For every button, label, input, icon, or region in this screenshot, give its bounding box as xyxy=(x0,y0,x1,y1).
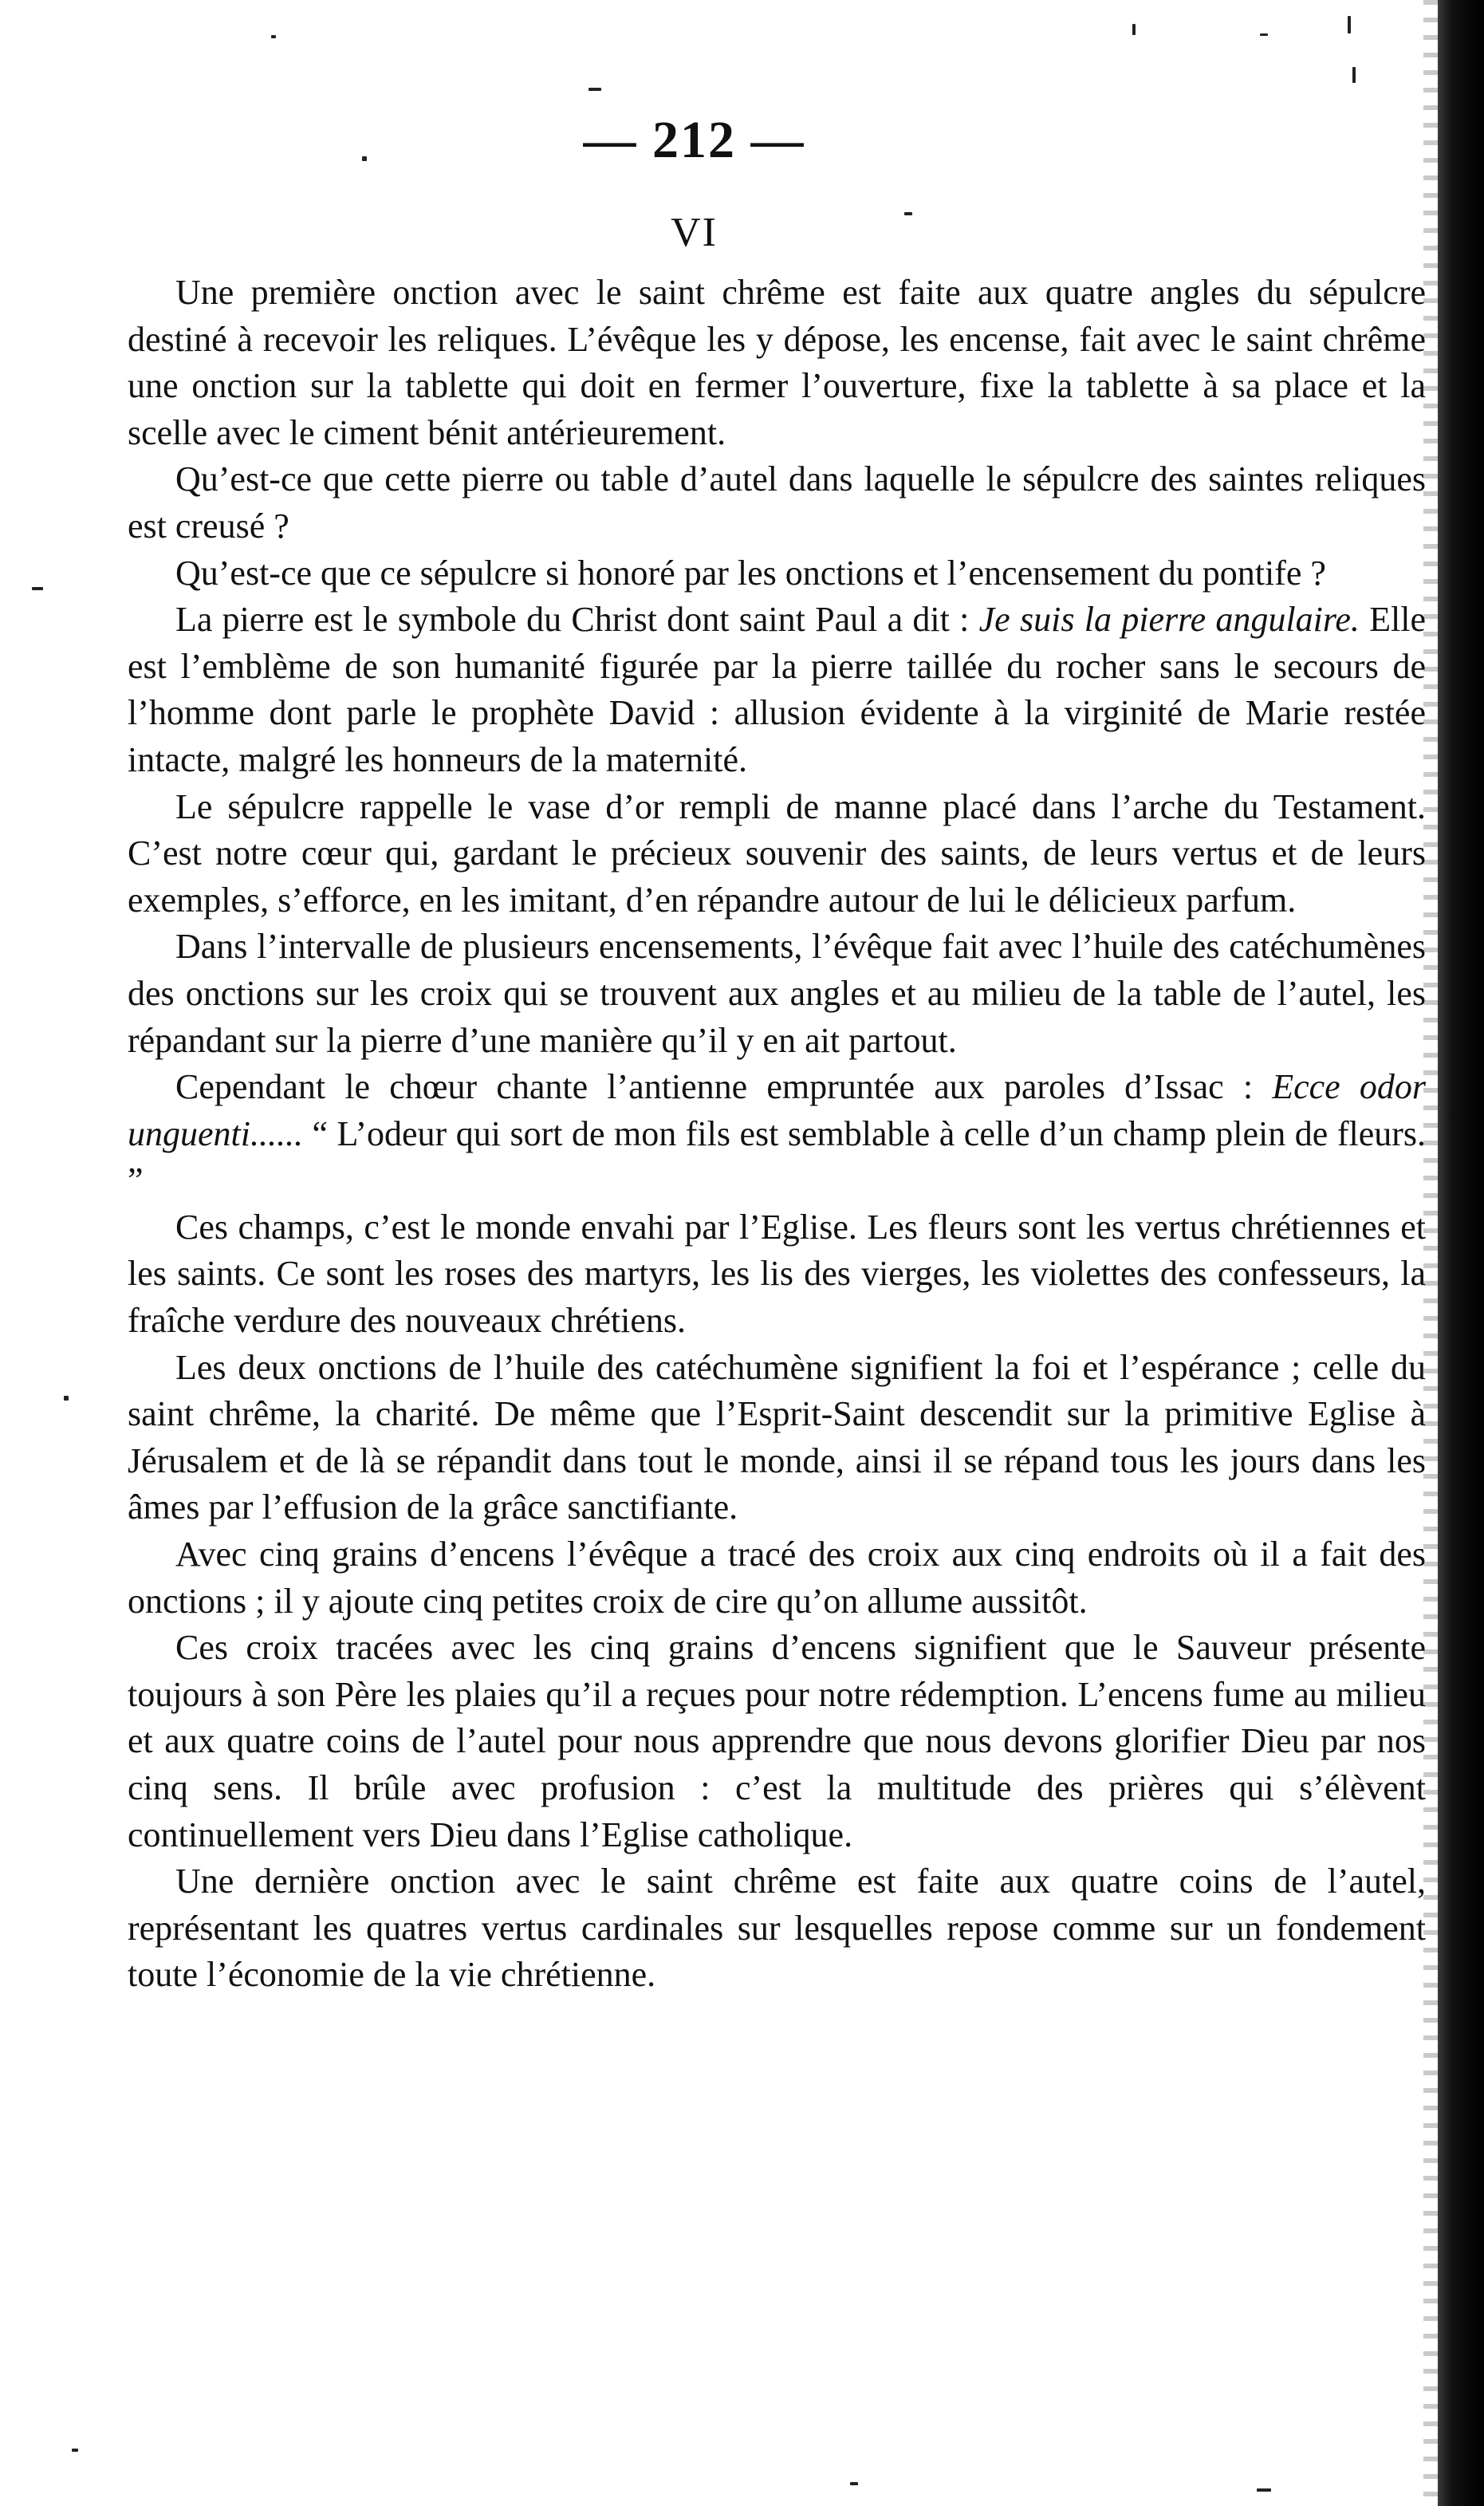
paragraph: Les deux onctions de l’huile des catéchumène signifient la foi et l’espérance ; celle du saint chrême, la charité. De même que l’Esprit-Saint descendit sur la primitive Eglise à Jérusalem et de là se répandit dans tout le monde, ainsi il se répand tous les jours dans les âmes par l’effusion de la grâce sanctifiante. xyxy=(128,1347,1426,1527)
page-binding-edge xyxy=(1438,0,1484,2506)
paragraph: Qu’est-ce que ce sépulcre si honoré par les onctions et l’encensement du pontife ? xyxy=(175,553,1326,593)
paragraph-text: “ L’odeur qui sort de mon fils est semblable à celle d’un champ plein de fleurs. ” xyxy=(128,1113,1426,1200)
paragraph: Ces champs, c’est le monde envahi par l’Eglise. Les fleurs sont les vertus chrétiennes et les saints. Ce sont les roses des martyrs, les lis des vierges, les violettes des confesseurs, la fraîche verdure des nouveaux chrétiens. xyxy=(128,1207,1426,1341)
section-heading: VI xyxy=(671,210,718,255)
scan-speck xyxy=(1132,24,1136,35)
paragraph xyxy=(128,597,1426,783)
italic-quote: Ecce odor unguenti...... xyxy=(128,1067,1426,1153)
scan-speck xyxy=(588,88,601,91)
scan-speck xyxy=(1352,67,1356,83)
scan-speck xyxy=(850,2482,858,2485)
scan-speck xyxy=(64,1396,69,1401)
scan-speck xyxy=(1260,33,1268,36)
paragraph-text: Cependant le chœur chante l’antienne empruntée aux paroles d’Issac : xyxy=(175,1067,1273,1107)
page-number: — 212 — xyxy=(583,111,805,169)
paragraph xyxy=(128,1064,1426,1204)
italic-quote: Je suis la pierre angulaire. xyxy=(978,600,1360,640)
paragraph: Une dernière onction avec le saint chrême est faite aux quatre coins de l’autel, représentant les quatres vertus cardinales sur lesquelles repose comme sur un fondement toute l’économie de la vie chrétienne. xyxy=(128,1862,1426,1995)
scan-speck xyxy=(1348,16,1351,33)
body-text xyxy=(128,270,1426,1999)
paragraph: Une première onction avec le saint chrême est faite aux quatre angles du sépulcre destiné à recevoir les reliques. L’évêque les y dépose, les encense, fait avec le saint chrême une onction sur la tablette qui doit en fermer l’ouverture, fixe la tablette à sa place et la scelle avec le ciment bénit antérieurement. xyxy=(128,273,1426,452)
scan-speck xyxy=(271,35,276,38)
scan-speck xyxy=(72,2449,78,2452)
paragraph: Avec cinq grains d’encens l’évêque a tracé des croix aux cinq endroits où il a fait des onctions ; il y ajoute cinq petites croix de cire qu’on allume aussitôt. xyxy=(128,1535,1426,1621)
paragraph: Le sépulcre rappelle le vase d’or rempli de manne placé dans l’arche du Testament. C’est notre cœur qui, gardant le précieux souvenir des saints, de leurs vertus et de leurs exemples, s’efforce, en les imitant, d’en répandre autour de lui le délicieux parfum. xyxy=(128,786,1426,920)
paragraph: Qu’est-ce que cette pierre ou table d’autel dans laquelle le sépulcre des saintes reliques est creusé ? xyxy=(128,459,1426,546)
scan-speck xyxy=(1257,2488,1271,2492)
paragraph: Ces croix tracées avec les cinq grains d’encens signifient que le Sauveur présente toujours à son Père les plaies qu’il a reçues pour notre rédemption. L’encens fume au milieu et aux quatre coins de l’autel pour nous apprendre que nous devons glorifier Dieu par nos cinq sens. Il brûle avec profusion : c’est la multitude des prières qui s’élèvent continuellement vers Dieu dans l’Eglise catholique. xyxy=(128,1628,1426,1854)
paragraph-text: Elle est l’emblème de son humanité figurée par la pierre taillée du rocher sans le secours de l’homme dont parle le prophète David : allusion évidente à la virginité de Marie restée intacte, malgré les honneurs de la maternité. xyxy=(128,600,1427,779)
paragraph-text: La pierre est le symbole du Christ dont saint Paul a dit : xyxy=(175,600,979,640)
scan-speck xyxy=(32,587,43,590)
paragraph: Dans l’intervalle de plusieurs encensements, l’évêque fait avec l’huile des catéchumènes des onctions sur les croix qui se trouvent aux angles et au milieu de la table de l’autel, les répandant sur la pierre d’une manière qu’il y en ait partout. xyxy=(128,927,1426,1060)
